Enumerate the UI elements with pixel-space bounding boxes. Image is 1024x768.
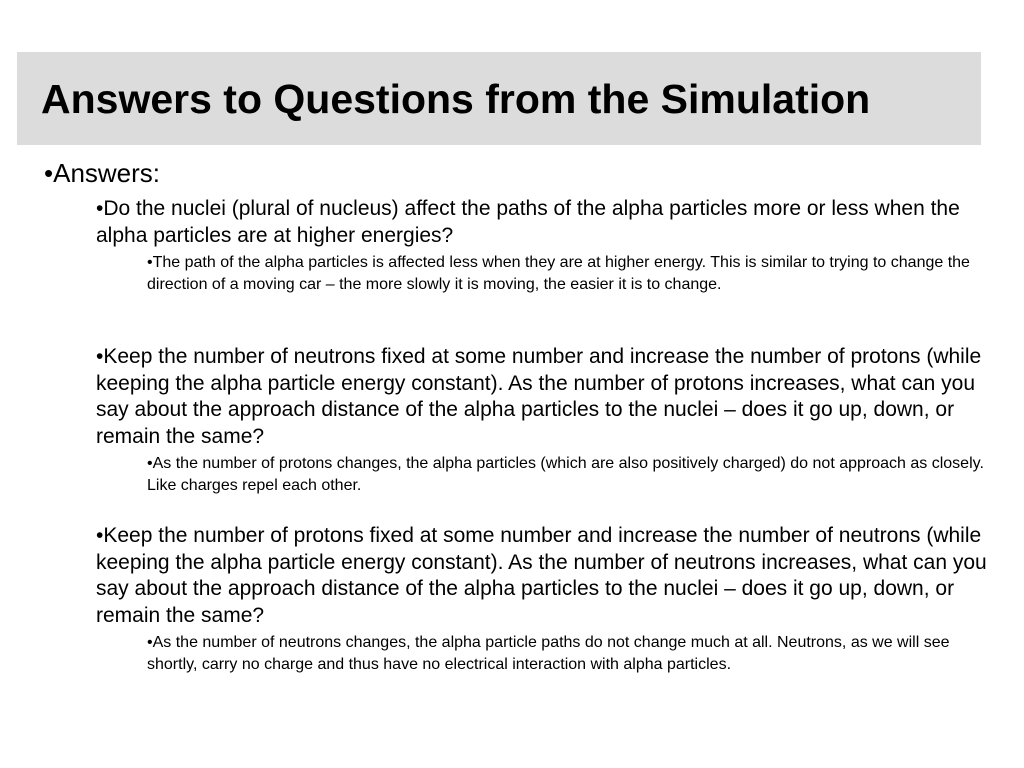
question-2: •Keep the number of neutrons fixed at some number and increase the number of protons (while keeping the alpha particle energy constant). As the number of protons increases, what can you say about the approach distance of the alpha particles to the nuclei – does it go up, down, or remain the same? [96, 345, 982, 448]
answer-1: •The path of the alpha particles is affected less when they are at higher energy. This is similar to trying to change the direction of a moving car – the more slowly it is moving, the easier it is to change. [147, 254, 970, 293]
slide-title: Answers to Questions from the Simulation [41, 76, 871, 122]
question-1: •Do the nuclei (plural of nucleus) affect the paths of the alpha particles more or less when the alpha particles are at higher energies? [96, 197, 960, 247]
answer-3: •As the number of neutrons changes, the alpha particle paths do not change much at all. Neutrons, as we will see shortly, carry no charge and thus have no electrical interaction with alpha particles. [147, 634, 950, 673]
question-3: •Keep the number of protons fixed at some number and increase the number of neutrons (while keeping the alpha particle energy constant). As the number of neutrons increases, what can you say about the approach distance of the alpha particles to the nuclei – does it go up, down, or remain the same? [96, 524, 987, 627]
answers-heading: •Answers: [44, 158, 161, 188]
answer-2: •As the number of protons changes, the alpha particles (which are also positively charged) do not approach as closely. Like charges repel each other. [147, 455, 984, 494]
